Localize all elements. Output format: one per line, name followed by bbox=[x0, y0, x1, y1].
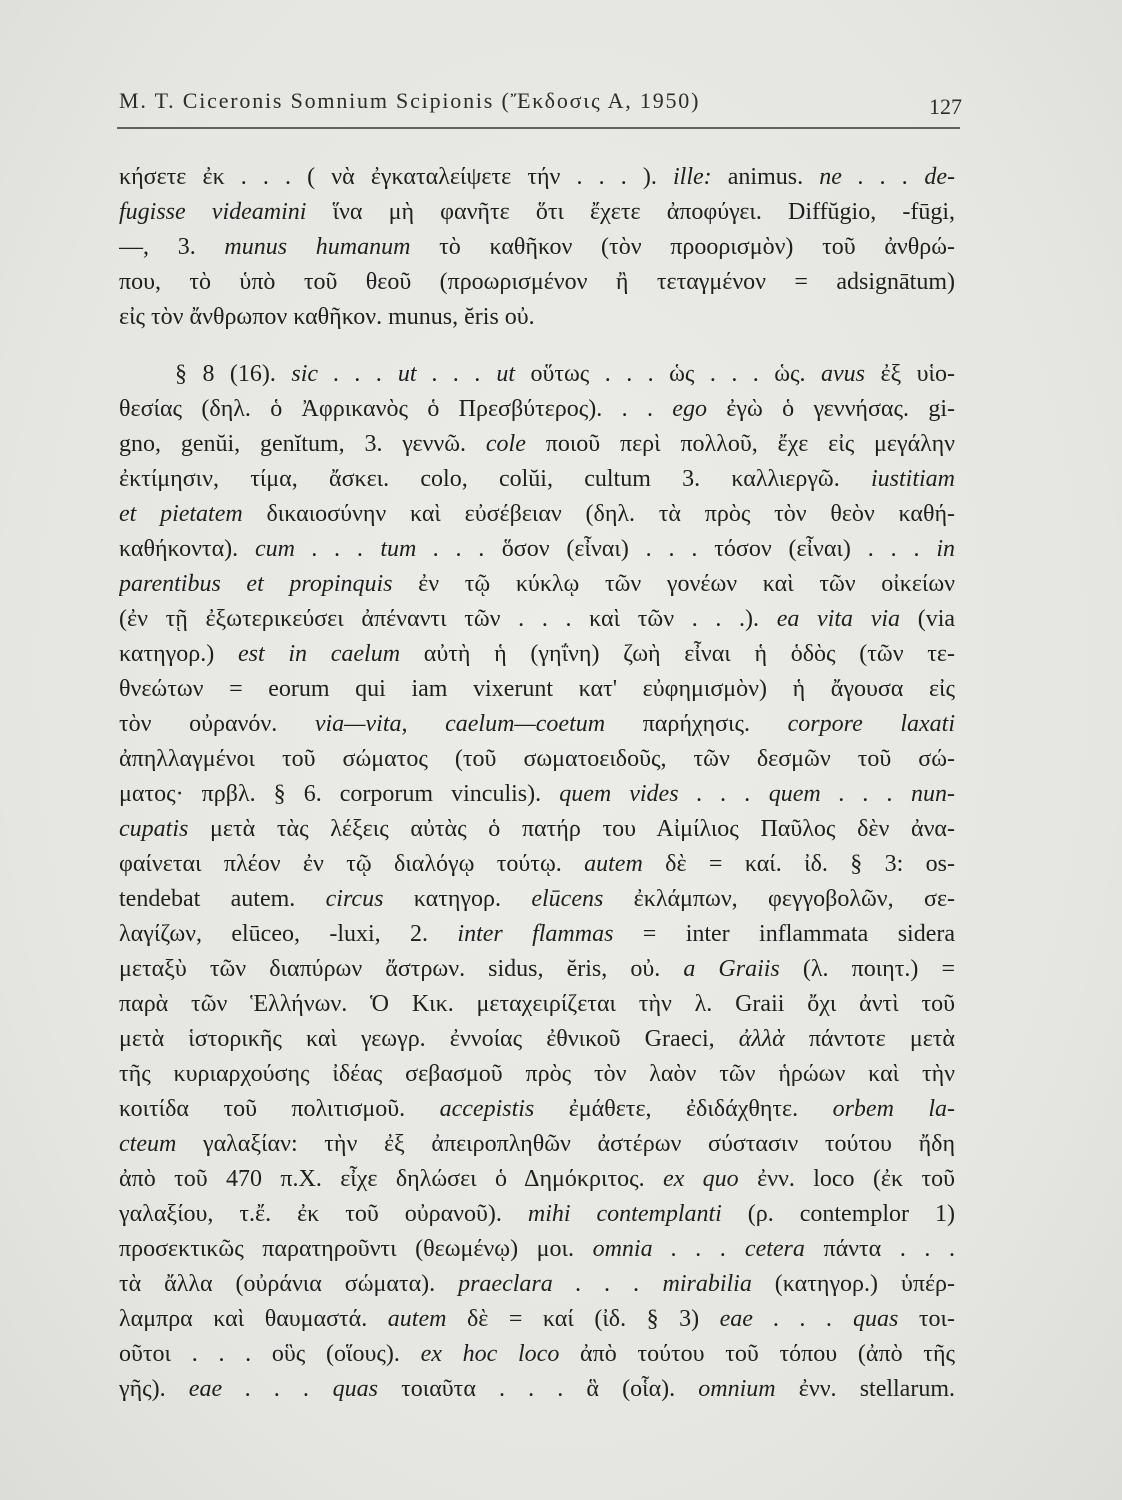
greek-gloss: ἐνν. loco (ἐκ τοῦ bbox=[738, 1166, 955, 1192]
greek-gloss: ἐγὼ ὁ γεννήσας. gi- bbox=[706, 396, 955, 422]
text-line bbox=[119, 1267, 955, 1302]
text-line bbox=[119, 917, 955, 952]
latin-lemma: autem bbox=[387, 1306, 447, 1332]
greek-gloss: δικαιοσύνην καὶ εὐσέβειαν (δηλ. τὰ πρὸς τὸν θεὸν καθή- bbox=[242, 501, 955, 527]
commentary-body bbox=[119, 160, 955, 1407]
greek-gloss: γῆς). bbox=[119, 1376, 189, 1402]
latin-lemma: eae . . . quas bbox=[719, 1306, 899, 1332]
greek-gloss: κήσετε ἐκ . . . ( νὰ ἐγκαταλείψετε τήν . . . ). bbox=[119, 164, 673, 190]
text-line bbox=[119, 1232, 955, 1267]
greek-gloss: κατηγορ. bbox=[383, 886, 532, 912]
greek-gloss: θεσίας (δηλ. ὁ Ἀφρικανὸς ὁ Πρεσβύτερος). . . bbox=[119, 396, 673, 422]
latin-lemma: ne . . . de- bbox=[819, 164, 955, 190]
latin-lemma: inter flammas bbox=[457, 921, 614, 947]
latin-lemma: avus bbox=[820, 361, 865, 387]
greek-gloss: δὲ = καί. ἰδ. § 3: os- bbox=[642, 851, 955, 877]
text-line bbox=[119, 742, 955, 777]
greek-gloss: οῦτοι . . . οὓς (οἵους). bbox=[119, 1341, 421, 1367]
latin-lemma: via—vita, caelum—coetum bbox=[314, 711, 606, 737]
text-line bbox=[119, 1022, 955, 1057]
greek-gloss: κατηγορ.) bbox=[119, 641, 238, 667]
greek-gloss: ποιοῦ περὶ πολλοῦ, ἔχε εἰς μεγάλην bbox=[525, 431, 955, 457]
greek-gloss: ἐξ υἱο- bbox=[864, 361, 955, 387]
greek-gloss: καθήκοντα). bbox=[119, 536, 255, 562]
greek-gloss: animus. bbox=[711, 164, 820, 190]
latin-lemma: ego bbox=[672, 396, 707, 422]
latin-lemma: in bbox=[936, 536, 955, 562]
latin-lemma: et pietatem bbox=[119, 501, 243, 527]
latin-lemma: circus bbox=[325, 886, 384, 912]
greek-gloss: παρὰ τῶν Ἑλλήνων. Ὁ Κικ. μεταχειρίζεται τὴν λ. Graii ὄχι ἀντὶ τοῦ bbox=[119, 991, 955, 1017]
greek-gloss: τὸ καθῆκον (τὸν προορισμὸν) τοῦ ἀνθρώ- bbox=[410, 234, 955, 260]
greek-gloss: τὰ ἄλλα (οὐράνια σώματα). bbox=[119, 1271, 459, 1297]
text-line bbox=[119, 427, 955, 462]
text-line bbox=[119, 1057, 955, 1092]
greek-gloss: τοι- bbox=[898, 1306, 955, 1332]
text-line bbox=[119, 1092, 955, 1127]
greek-gloss: που, τὸ ὑπὸ τοῦ θεοῦ (προωρισμένον ἢ τεταγμένον = adsignātum) bbox=[119, 269, 955, 295]
greek-gloss: § 8 (16). bbox=[175, 361, 292, 387]
text-line bbox=[119, 1197, 955, 1232]
greek-gloss: μεταξὺ τῶν διαπύρων ἄστρων. sidus, ĕris, οὐ. bbox=[119, 956, 684, 982]
text-line bbox=[119, 1337, 955, 1372]
text-line bbox=[119, 567, 955, 602]
latin-lemma: ea vita via bbox=[776, 606, 901, 632]
greek-gloss: (κατηγορ.) ὑπέρ- bbox=[751, 1271, 955, 1297]
running-header-title: M. T. Ciceronis Somnium Scipionis (Ἔκδοσις Α, 1950) bbox=[119, 88, 701, 113]
text-line bbox=[119, 1162, 955, 1197]
text-line bbox=[119, 230, 955, 265]
latin-lemma: cum . . . tum . . . bbox=[254, 536, 485, 562]
text-line bbox=[119, 1372, 955, 1407]
latin-lemma: orbem la- bbox=[832, 1096, 955, 1122]
latin-lemma: fugisse videamini bbox=[119, 199, 307, 225]
greek-gloss: τὸν οὐρανόν. bbox=[119, 711, 315, 737]
greek-gloss: (ρ. contemplor 1) bbox=[721, 1201, 955, 1227]
greek-gloss: ἐνν. stellarum. bbox=[775, 1376, 955, 1402]
greek-gloss: δὲ = καί (ἰδ. § 3) bbox=[446, 1306, 720, 1332]
text-line bbox=[119, 265, 955, 300]
latin-lemma: cupatis bbox=[119, 816, 189, 842]
latin-lemma: a Graiis bbox=[683, 956, 780, 982]
latin-lemma: ἀλλὰ bbox=[738, 1026, 785, 1052]
latin-lemma: ex hoc loco bbox=[420, 1341, 560, 1367]
greek-gloss: γαλαξίου, τ.ἔ. ἐκ τοῦ οὐρανοῦ). bbox=[119, 1201, 528, 1227]
latin-lemma: eae . . . quas bbox=[188, 1376, 378, 1402]
greek-gloss: ἵνα μὴ φανῆτε ὅτι ἔχετε ἀποφύγει. Diffŭgio, -fūgi, bbox=[306, 199, 955, 225]
greek-gloss: οὕτως . . . ὡς . . . ὡς. bbox=[515, 361, 821, 387]
text-line bbox=[119, 160, 955, 195]
greek-gloss: λαμπρα καὶ θαυμαστά. bbox=[119, 1306, 388, 1332]
latin-lemma: sic . . . ut . . . ut bbox=[291, 361, 515, 387]
greek-gloss: ἐν τῷ κύκλῳ τῶν γονέων καὶ τῶν οἰκείων bbox=[392, 571, 955, 597]
latin-lemma: omnium bbox=[698, 1376, 776, 1402]
text-line bbox=[119, 357, 955, 392]
greek-gloss: φαίνεται πλέον ἐν τῷ διαλόγῳ τούτῳ. bbox=[119, 851, 585, 877]
latin-lemma: mihi contemplanti bbox=[527, 1201, 722, 1227]
greek-gloss: (via bbox=[900, 606, 955, 632]
latin-lemma: iustitiam bbox=[870, 466, 955, 492]
text-line bbox=[119, 812, 955, 847]
greek-gloss: = inter inflammata sidera bbox=[613, 921, 955, 947]
greek-gloss: γαλαξίαν: τὴν ἐξ ἀπειροπληθῶν ἀστέρων σύστασιν τούτου ἤδη bbox=[176, 1131, 955, 1157]
text-line bbox=[119, 602, 955, 637]
greek-gloss: θνεώτων = eorum qui iam vixerunt κατ' εὐφημισμὸν) ἡ ἄγουσα εἰς bbox=[119, 676, 955, 702]
greek-gloss: ἀπὸ τούτου τοῦ τόπου (ἀπὸ τῆς bbox=[559, 1341, 955, 1367]
greek-gloss: πάντα . . . bbox=[804, 1236, 955, 1262]
greek-gloss: —, 3. bbox=[119, 234, 225, 260]
latin-lemma: autem bbox=[584, 851, 643, 877]
greek-gloss: ἐκλάμπων, φεγγοβολῶν, σε- bbox=[603, 886, 955, 912]
text-line bbox=[119, 847, 955, 882]
text-line bbox=[119, 195, 955, 230]
text-line bbox=[119, 987, 955, 1022]
greek-gloss: gno, genŭi, genĭtum, 3. γεννῶ. bbox=[119, 431, 486, 457]
greek-gloss: εἰς τὸν ἄνθρωπον καθῆκον. munus, ĕris οὐ. bbox=[119, 304, 535, 330]
greek-gloss: tendebat autem. bbox=[119, 886, 326, 912]
latin-lemma: accepistis bbox=[439, 1096, 535, 1122]
text-line bbox=[119, 777, 955, 812]
latin-lemma: ex quo bbox=[662, 1166, 739, 1192]
page-number: 127 bbox=[929, 94, 962, 119]
text-line bbox=[119, 300, 955, 335]
header-rule bbox=[117, 127, 960, 129]
latin-lemma: omnia . . . cetera bbox=[592, 1236, 805, 1262]
text-line bbox=[119, 637, 955, 672]
greek-gloss: τῆς κυριαρχούσης ἰδέας σεβασμοῦ πρὸς τὸν λαὸν τῶν ἡρώων καὶ τὴν bbox=[119, 1061, 955, 1087]
latin-lemma: cteum bbox=[119, 1131, 177, 1157]
greek-gloss: ἀπὸ τοῦ 470 π.Χ. εἶχε δηλώσει ὁ Δημόκριτος. bbox=[119, 1166, 663, 1192]
paragraph bbox=[119, 160, 955, 335]
text-line bbox=[119, 952, 955, 987]
greek-gloss: ἐκτίμησιν, τίμα, ἄσκει. colo, colŭi, cultum 3. καλλιεργῶ. bbox=[119, 466, 871, 492]
latin-lemma: est in caelum bbox=[237, 641, 401, 667]
greek-gloss: ὅσον (εἶναι) . . . τόσον (εἶναι) . . . bbox=[484, 536, 937, 562]
latin-lemma: corpore laxati bbox=[787, 711, 955, 737]
text-line bbox=[119, 497, 955, 532]
text-line bbox=[119, 1302, 955, 1337]
greek-gloss: πάντοτε μετὰ bbox=[784, 1026, 955, 1052]
latin-lemma: quem vides . . . quem . . . nun- bbox=[559, 781, 955, 807]
greek-gloss: τοιαῦτα . . . ἃ (οἷα). bbox=[377, 1376, 699, 1402]
text-line bbox=[119, 392, 955, 427]
text-line bbox=[119, 707, 955, 742]
latin-lemma: parentibus et propinquis bbox=[119, 571, 393, 597]
latin-lemma: praeclara . . . mirabilia bbox=[458, 1271, 752, 1297]
latin-lemma: cole bbox=[485, 431, 526, 457]
paragraph bbox=[119, 357, 955, 1407]
text-line bbox=[119, 1127, 955, 1162]
latin-lemma: munus humanum bbox=[224, 234, 411, 260]
greek-gloss: παρήχησις. bbox=[605, 711, 788, 737]
latin-lemma: elūcens bbox=[531, 886, 604, 912]
greek-gloss: μετὰ τὰς λέξεις αὐτὰς ὁ πατήρ του Αἰμίλιος Παῦλος δὲν ἀνα- bbox=[188, 816, 955, 842]
text-line bbox=[119, 462, 955, 497]
latin-lemma: ille: bbox=[672, 164, 712, 190]
greek-gloss: προσεκτικῶς παρατηροῦντι (θεωμένῳ) μοι. bbox=[119, 1236, 593, 1262]
greek-gloss: λαγίζων, elūceo, -luxi, 2. bbox=[119, 921, 458, 947]
greek-gloss: κοιτίδα τοῦ πολιτισμοῦ. bbox=[119, 1096, 440, 1122]
greek-gloss: ἀπηλλαγμένοι τοῦ σώματος (τοῦ σωματοειδοῦς, τῶν δεσμῶν τοῦ σώ- bbox=[119, 746, 955, 772]
greek-gloss: μετὰ ἱστορικῆς καὶ γεωγρ. ἐννοίας ἐθνικοῦ Graeci, bbox=[119, 1026, 739, 1052]
text-line bbox=[119, 882, 955, 917]
text-line bbox=[119, 532, 955, 567]
greek-gloss: ματος· πρβλ. § 6. corporum vinculis). bbox=[119, 781, 560, 807]
greek-gloss: αὐτὴ ἡ (γηΐνη) ζωὴ εἶναι ἡ ὁδὸς (τῶν τε- bbox=[400, 641, 955, 667]
text-line bbox=[119, 672, 955, 707]
greek-gloss: ἐμάθετε, ἐδιδάχθητε. bbox=[534, 1096, 833, 1122]
greek-gloss: (λ. ποιητ.) = bbox=[779, 956, 955, 982]
greek-gloss: (ἐν τῇ ἐξωτερικεύσει ἀπέναντι τῶν . . . καὶ τῶν . . .). bbox=[119, 606, 777, 632]
